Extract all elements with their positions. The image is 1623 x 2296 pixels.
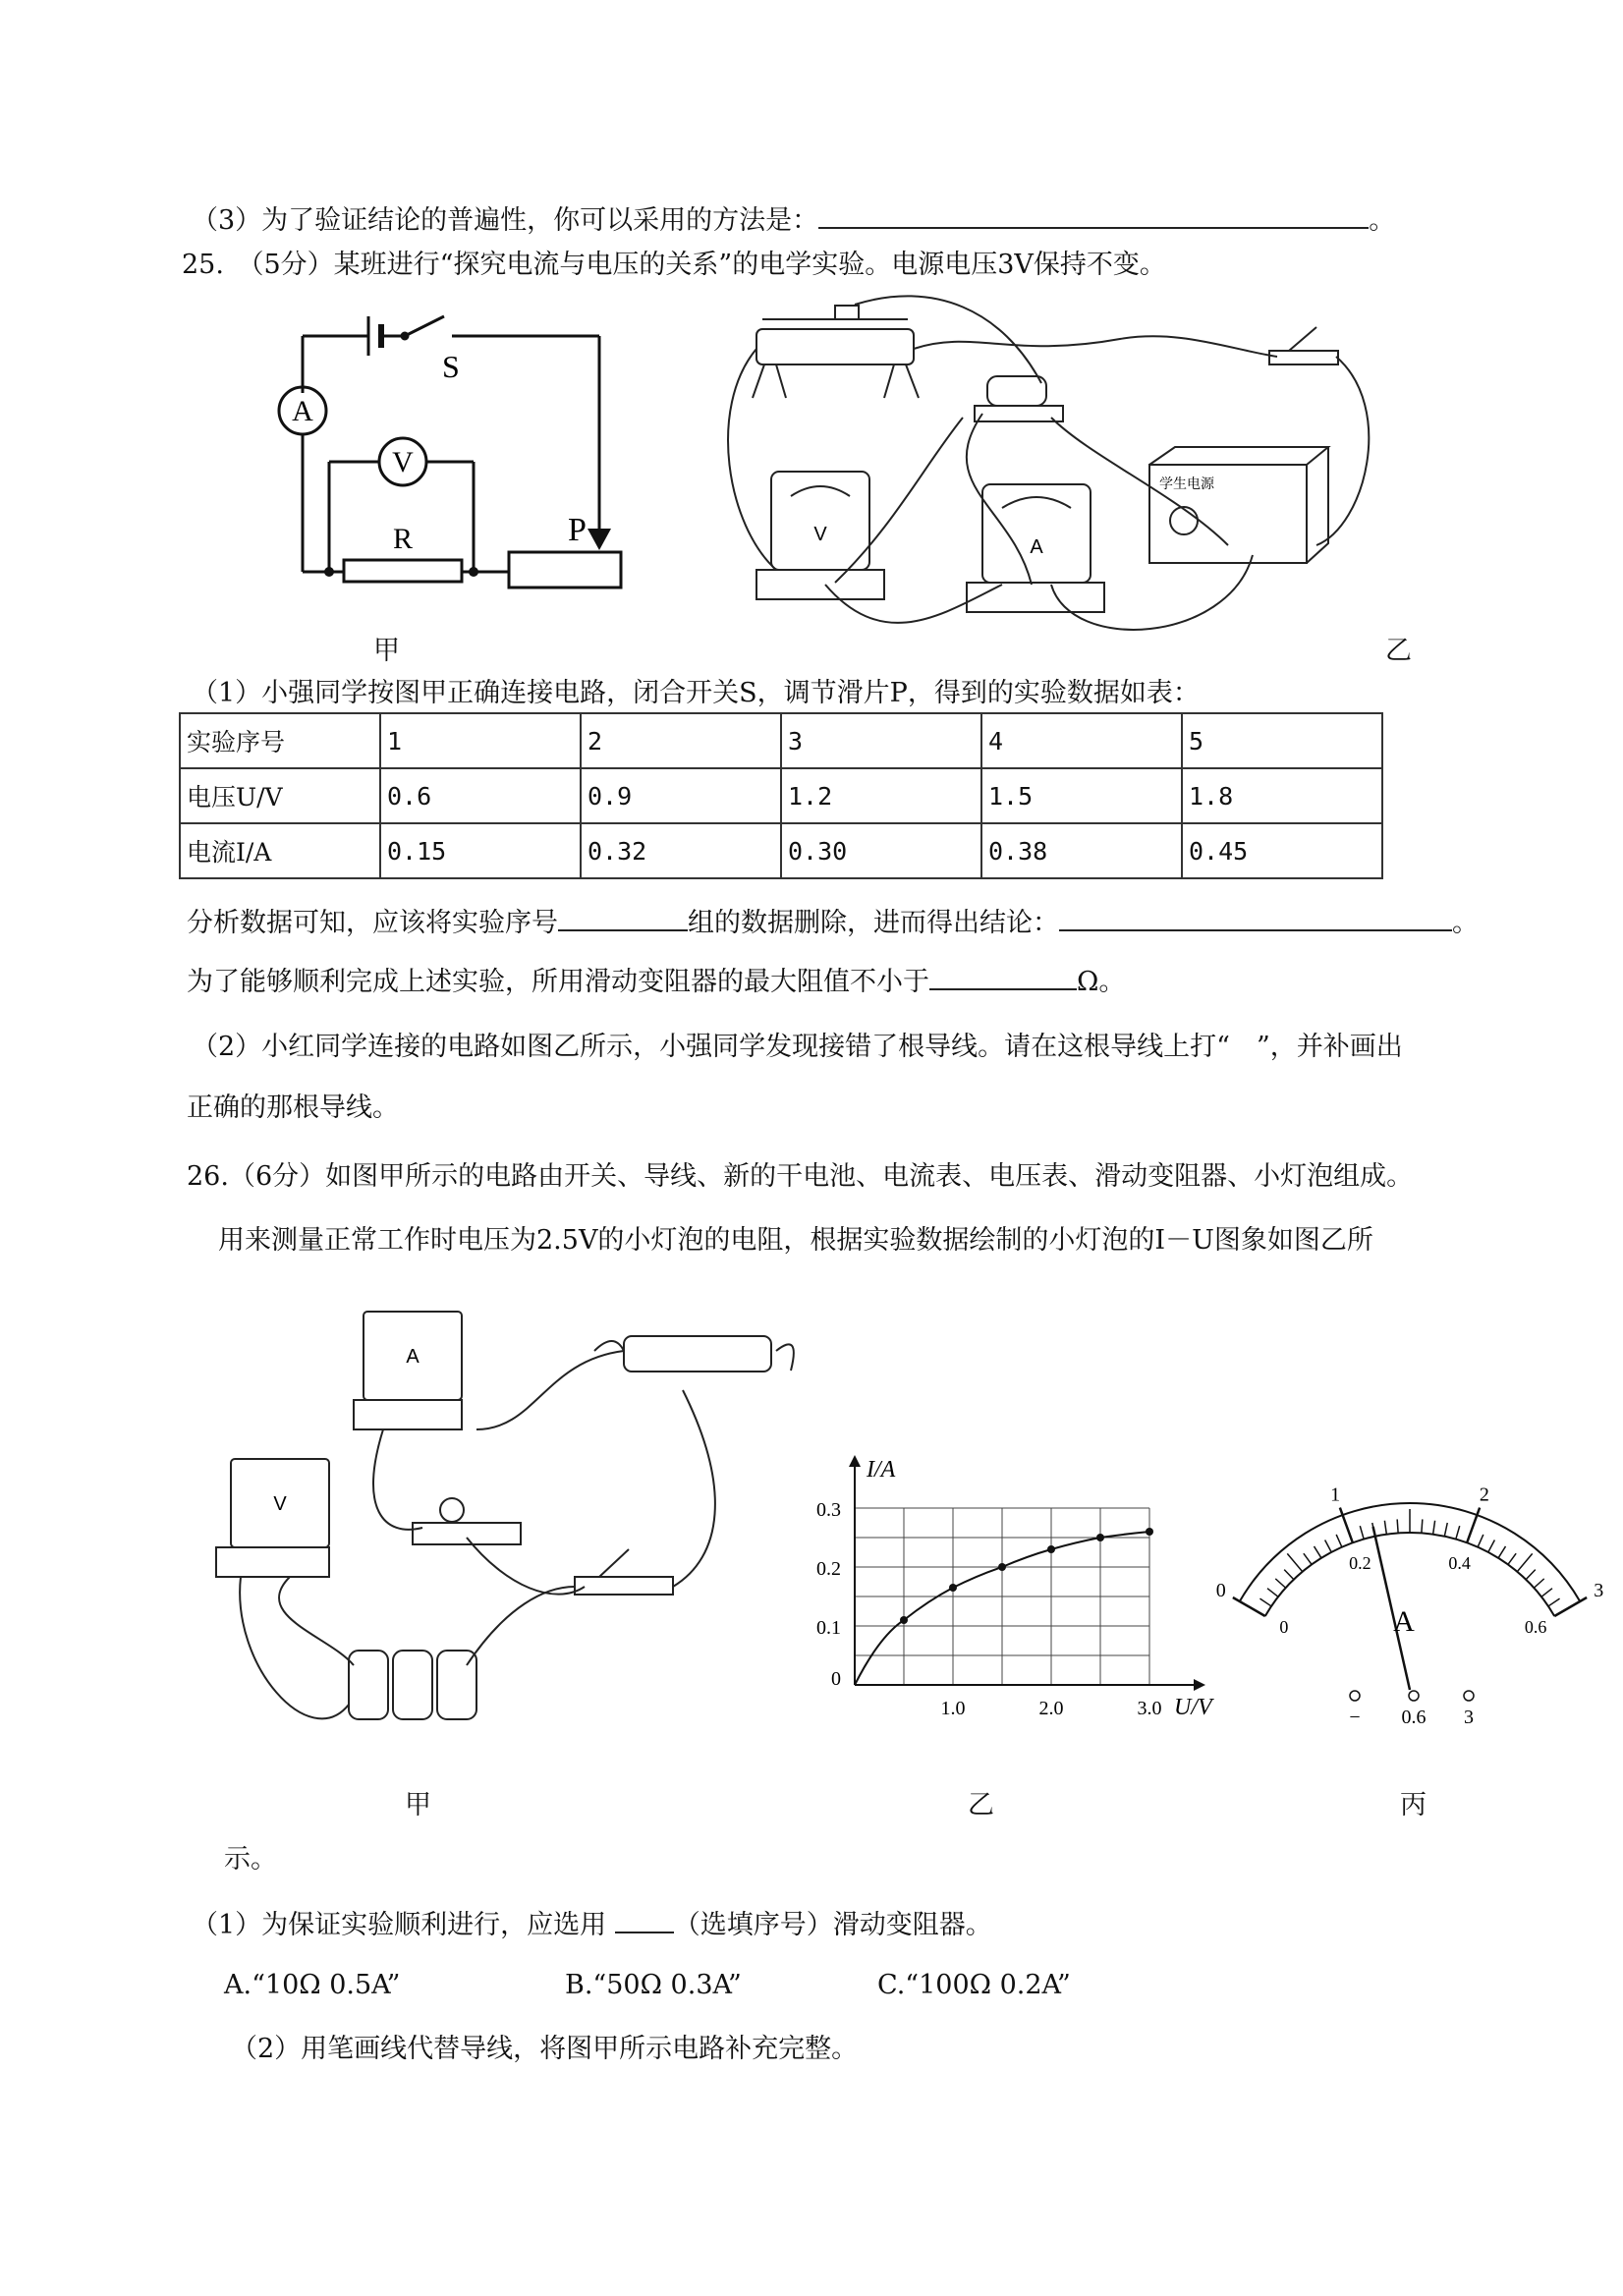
- dial-bottom-label: 0.2: [1349, 1552, 1371, 1573]
- resistor-label: R: [392, 523, 414, 555]
- terminal-icon: [1409, 1691, 1419, 1701]
- data-point: [900, 1616, 908, 1624]
- terminal-label: −: [1349, 1707, 1361, 1728]
- voltmeter-label: V: [813, 524, 827, 545]
- dial-tick: [1508, 1553, 1516, 1564]
- dial-top-label: 2: [1479, 1484, 1489, 1506]
- data-table: [179, 712, 1383, 879]
- physical-circuit-yi: [717, 290, 1366, 644]
- table-row: 电压U/V 0.6 0.9 1.2 1.5 1.8: [180, 768, 1382, 823]
- terminal-label: 3: [1464, 1707, 1474, 1728]
- q26-part1: （1）为保证实验顺利进行，应选用 （选填序号）滑动变阻器。: [192, 1906, 992, 1943]
- physical-circuit-q26-jia: [211, 1292, 801, 1759]
- circuit-schematic-jia: [255, 295, 619, 609]
- power-supply-label: 学生电源: [1159, 476, 1214, 492]
- q24-part3: （3）为了验证结论的普遍性，你可以采用的方法是： 。: [192, 201, 1395, 239]
- dial-tick: [1488, 1540, 1495, 1552]
- ammeter-label-q26: A: [406, 1346, 420, 1368]
- dial-tick: [1478, 1535, 1483, 1547]
- dial-tick: [1433, 1521, 1435, 1535]
- option-c: C.“100Ω 0.2A”: [877, 1970, 1071, 2000]
- table-row: 电流I/A 0.15 0.32 0.30 0.38 0.45: [180, 823, 1382, 878]
- dial-tick: [1267, 1589, 1278, 1597]
- y-tick-label: 0.2: [816, 1558, 841, 1580]
- answer-blank[interactable]: [929, 963, 1077, 990]
- data-point: [1096, 1534, 1104, 1541]
- terminal-label: 0.6: [1401, 1707, 1427, 1728]
- dial-tick: [1534, 1579, 1543, 1588]
- q26-line2: 用来测量正常工作时电压为2.5V的小灯泡的电阻，根据实验数据绘制的小灯泡的I－U图象如图乙所: [218, 1225, 1373, 1256]
- dial-tick: [1275, 1579, 1285, 1588]
- dial-tick: [1444, 1523, 1447, 1537]
- ammeter-dial: [1215, 1454, 1604, 1749]
- dial-tick: [1397, 1519, 1398, 1533]
- dial-tick: [1287, 1553, 1302, 1571]
- data-point: [998, 1563, 1006, 1571]
- ammeter-label: A: [1030, 536, 1043, 558]
- x-axis-label: U/V: [1174, 1695, 1212, 1720]
- q25-part2-cont: 正确的那根导线。: [187, 1092, 399, 1123]
- dial-tick: [1314, 1546, 1320, 1558]
- dial-bottom-label: 0.4: [1448, 1552, 1471, 1573]
- dial-bottom-label: 0.6: [1524, 1617, 1547, 1637]
- dial-top-label: 0: [1215, 1580, 1226, 1601]
- answer-blank[interactable]: [818, 201, 1369, 229]
- dial-tick: [1498, 1546, 1505, 1558]
- table-row: 实验序号 1 2 3 4 5: [180, 713, 1382, 768]
- x-tick-label: 3.0: [1137, 1698, 1162, 1719]
- dial-tick: [1325, 1540, 1332, 1552]
- dial-tick: [1304, 1553, 1312, 1564]
- fig-caption-yi: 乙: [1385, 636, 1412, 666]
- y-axis-label: I/A: [867, 1457, 896, 1483]
- dial-tick: [1384, 1521, 1386, 1535]
- data-point: [949, 1584, 957, 1592]
- slider-label: P: [568, 512, 587, 548]
- dial-tick: [1360, 1526, 1364, 1539]
- q25-part2: （2）小红同学连接的电路如图乙所示，小强同学发现接错了根导线。请在这根导线上打“ ”，并补画出: [192, 1032, 1403, 1062]
- dial-unit: A: [1393, 1605, 1415, 1638]
- y-tick-label: 0.3: [816, 1499, 841, 1521]
- answer-blank[interactable]: [558, 904, 688, 931]
- dial-tick: [1336, 1535, 1342, 1547]
- data-point: [1146, 1528, 1153, 1536]
- option-a: A.“10Ω 0.5A”: [224, 1970, 401, 2000]
- q26-part2: （2）用笔画线代替导线，将图甲所示电路补充完整。: [231, 2034, 859, 2064]
- y-tick-label: 0.1: [816, 1617, 841, 1639]
- y-axis-arrow: [849, 1455, 861, 1467]
- x-tick-label: 2.0: [1038, 1698, 1064, 1719]
- dial-top-label: 1: [1330, 1484, 1341, 1506]
- y-tick-label: 0: [831, 1668, 841, 1690]
- answer-blank[interactable]: [1059, 904, 1452, 931]
- q25-header: 25. （5分）某班进行“探究电流与电压的关系”的电学实验。电源电压3V保持不变。: [182, 250, 1166, 280]
- q26-line3: 示。: [224, 1844, 277, 1875]
- dial-tick: [1422, 1519, 1423, 1533]
- switch-label: S: [442, 349, 460, 384]
- dial-inner-arc: [1265, 1533, 1554, 1616]
- terminal-icon: [1350, 1691, 1360, 1701]
- q25-rmax: 为了能够顺利完成上述实验，所用滑动变阻器的最大阻值不小于 Ω。: [187, 963, 1125, 1000]
- q25-part1: （1）小强同学按图甲正确连接电路，闭合开关S，调节滑片P，得到的实验数据如表：: [192, 678, 1200, 708]
- dial-tick: [1526, 1570, 1536, 1580]
- terminal-icon: [1464, 1691, 1474, 1701]
- data-point: [1047, 1545, 1055, 1553]
- answer-blank[interactable]: [615, 1906, 674, 1933]
- q26-header: 26.（6分）如图甲所示的电路由开关、导线、新的干电池、电流表、电压表、滑动变阻器、小灯泡组成。: [187, 1161, 1414, 1192]
- dial-tick: [1456, 1526, 1460, 1539]
- dial-tick: [1548, 1598, 1560, 1606]
- dial-tick: [1541, 1589, 1552, 1597]
- dial-tick: [1284, 1570, 1294, 1580]
- dial-tick: [1259, 1598, 1271, 1606]
- fig-caption-q26-yi: 乙: [968, 1790, 994, 1820]
- voltmeter-symbol-label: V: [392, 446, 414, 478]
- x-tick-label: 1.0: [940, 1698, 966, 1719]
- fig-caption-q26-bing: 丙: [1400, 1790, 1427, 1820]
- voltmeter-label-q26: V: [273, 1493, 287, 1515]
- x-axis-arrow: [1194, 1679, 1205, 1691]
- iu-chart: [796, 1410, 1212, 1734]
- dial-tick: [1517, 1553, 1532, 1571]
- dial-tick: [1554, 1597, 1587, 1616]
- fig-caption-q26-jia: 甲: [405, 1790, 431, 1820]
- ammeter-symbol-label: A: [292, 395, 313, 427]
- fig-caption-jia: 甲: [373, 636, 400, 666]
- option-b: B.“50Ω 0.3A”: [565, 1970, 742, 2000]
- dial-top-label: 3: [1594, 1580, 1604, 1601]
- dial-tick: [1233, 1597, 1265, 1616]
- q25-analysis: 分析数据可知，应该将实验序号 组的数据删除，进而得出结论： 。: [187, 904, 1479, 941]
- dial-bottom-label: 0: [1279, 1617, 1289, 1637]
